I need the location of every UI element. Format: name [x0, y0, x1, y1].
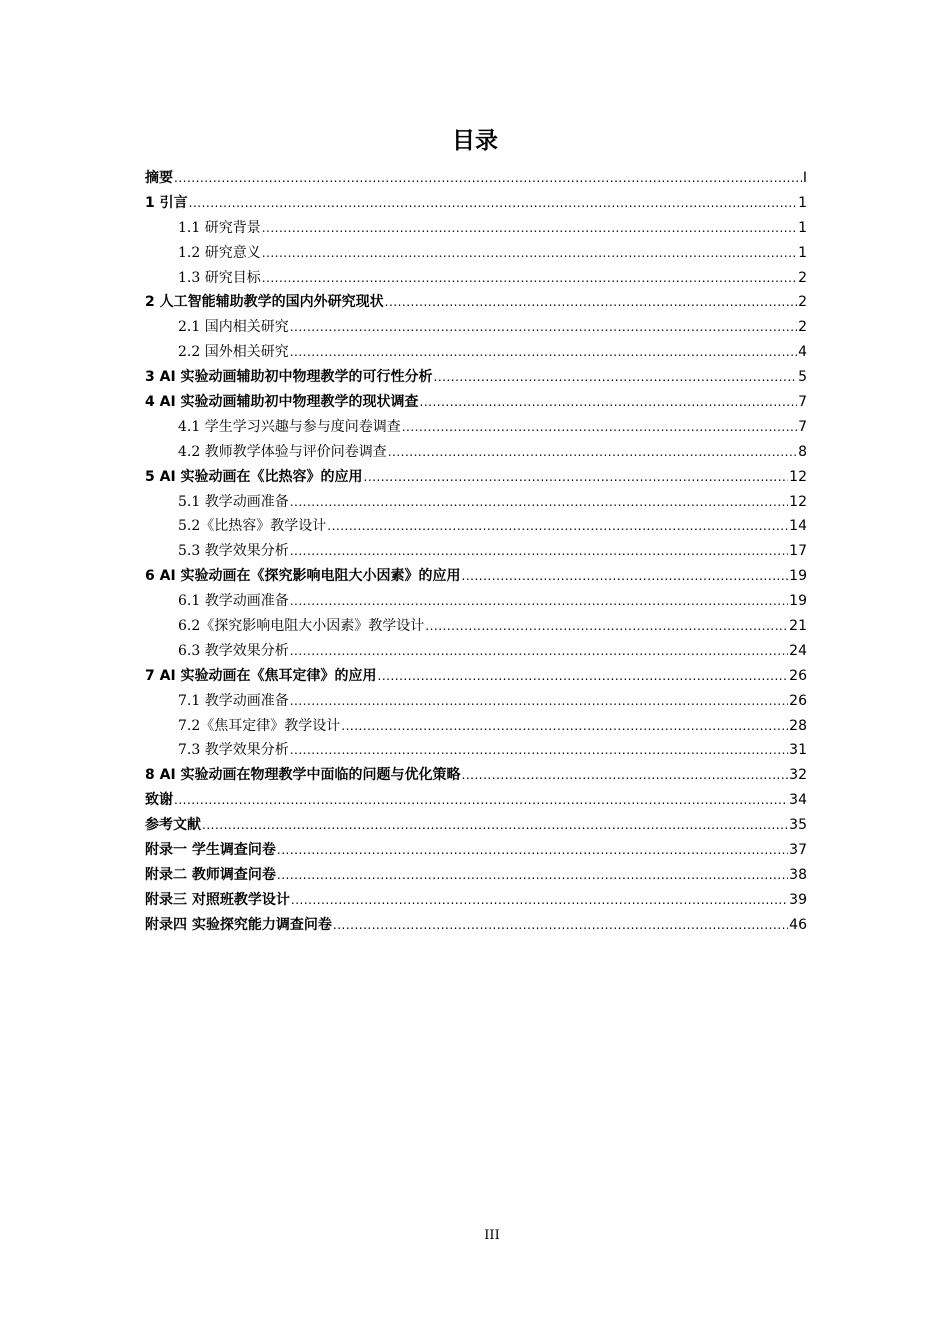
toc-entry-label: 2.1 国内相关研究: [178, 319, 289, 336]
toc-dot-leader: [333, 913, 788, 938]
toc-entry-label: 2 人工智能辅助教学的国内外研究现状: [145, 294, 384, 311]
toc-entry-label: 5 AI 实验动画在《比热容》的应用: [145, 468, 363, 485]
toc-entry-label: 8 AI 实验动画在物理教学中面临的问题与优化策略: [145, 767, 461, 784]
toc-entry-page-number: 12: [789, 468, 807, 485]
toc-entry[interactable]: [145, 415, 807, 440]
toc-entry[interactable]: [145, 166, 807, 191]
toc-entry[interactable]: [145, 365, 807, 390]
toc-entry-page-number: 24: [789, 642, 807, 659]
toc-entry-page-number: 19: [789, 593, 807, 610]
toc-dot-leader: [189, 191, 797, 216]
toc-dot-leader: [290, 689, 788, 714]
toc-entry-page-number: 28: [789, 717, 807, 734]
toc-entry-page-number: 17: [789, 543, 807, 560]
toc-entry-page-number: 31: [789, 742, 807, 759]
toc-entry-label: 附录三 对照班教学设计: [145, 891, 290, 908]
toc-entry[interactable]: [145, 315, 807, 340]
toc-dot-leader: [378, 664, 789, 689]
toc-entry[interactable]: [145, 191, 807, 216]
toc-entry-page-number: 2: [798, 294, 807, 311]
toc-entry-label: 致谢: [145, 792, 173, 809]
toc-entry-page-number: 32: [789, 767, 807, 784]
toc-entry-label: 7 AI 实验动画在《焦耳定律》的应用: [145, 667, 377, 684]
toc-entry[interactable]: [145, 589, 807, 614]
toc-dot-leader: [327, 514, 788, 539]
table-of-contents: [145, 166, 807, 938]
footer-page-number: III: [484, 1228, 500, 1243]
toc-entry-page-number: 1: [798, 219, 807, 236]
toc-entry[interactable]: [145, 490, 807, 515]
toc-entry[interactable]: [145, 788, 807, 813]
toc-entry[interactable]: [145, 714, 807, 739]
toc-dot-leader: [402, 415, 797, 440]
toc-entry-page-number: 7: [798, 418, 807, 435]
toc-entry-label: 1.1 研究背景: [178, 219, 261, 236]
toc-entry-label: 摘要: [145, 170, 173, 186]
toc-entry-page-number: 12: [789, 493, 807, 510]
toc-entry-label: 4.2 教师教学体验与评价问卷调查: [178, 443, 387, 460]
toc-entry-page-number: 5: [798, 369, 807, 386]
toc-dot-leader: [262, 216, 797, 241]
toc-dot-leader: [388, 440, 797, 465]
toc-dot-leader: [262, 241, 797, 266]
toc-entry-label: 6 AI 实验动画在《探究影响电阻大小因素》的应用: [145, 568, 461, 585]
toc-entry-page-number: 2: [798, 319, 807, 336]
toc-dot-leader: [290, 589, 788, 614]
toc-entry[interactable]: [145, 639, 807, 664]
toc-entry-label: 3 AI 实验动画辅助初中物理教学的可行性分析: [145, 369, 433, 386]
toc-entry[interactable]: [145, 763, 807, 788]
toc-dot-leader: [290, 539, 788, 564]
toc-dot-leader: [420, 390, 798, 415]
toc-entry-label: 1.3 研究目标: [178, 269, 261, 286]
toc-entry-label: 7.2《焦耳定律》教学设计: [178, 717, 341, 734]
toc-entry[interactable]: [145, 440, 807, 465]
toc-entry[interactable]: [145, 813, 807, 838]
toc-dot-leader: [462, 763, 789, 788]
toc-dot-leader: [290, 340, 797, 365]
toc-dot-leader: [174, 788, 788, 813]
toc-entry-page-number: 14: [789, 518, 807, 535]
toc-entry-label: 6.2《探究影响电阻大小因素》教学设计: [178, 618, 425, 635]
toc-entry-page-number: I: [802, 170, 807, 186]
toc-entry[interactable]: [145, 539, 807, 564]
toc-dot-leader: [262, 266, 797, 291]
toc-entry-page-number: 19: [789, 568, 807, 585]
toc-entry-page-number: 34: [789, 792, 807, 809]
toc-entry-label: 1.2 研究意义: [178, 244, 261, 261]
toc-entry-label: 7.1 教学动画准备: [178, 692, 289, 709]
toc-entry[interactable]: [145, 266, 807, 291]
toc-entry[interactable]: [145, 913, 807, 938]
toc-entry[interactable]: [145, 564, 807, 589]
toc-dot-leader: [277, 838, 788, 863]
toc-dot-leader: [290, 738, 788, 763]
toc-entry-page-number: 26: [789, 667, 807, 684]
toc-entry[interactable]: [145, 614, 807, 639]
toc-entry-page-number: 39: [789, 891, 807, 908]
toc-entry-label: 6.3 教学效果分析: [178, 642, 289, 659]
toc-entry-page-number: 7: [798, 394, 807, 411]
toc-entry-page-number: 35: [789, 817, 807, 834]
toc-entry-label: 5.1 教学动画准备: [178, 493, 289, 510]
toc-entry-label: 5.2《比热容》教学设计: [178, 518, 327, 535]
toc-dot-leader: [202, 813, 788, 838]
toc-entry-label: 7.3 教学效果分析: [178, 742, 289, 759]
toc-dot-leader: [434, 365, 798, 390]
toc-dot-leader: [277, 863, 788, 888]
toc-dot-leader: [385, 290, 797, 315]
toc-entry[interactable]: [145, 290, 807, 315]
toc-entry-page-number: 37: [789, 842, 807, 859]
toc-entry-label: 6.1 教学动画准备: [178, 593, 289, 610]
toc-entry-label: 5.3 教学效果分析: [178, 543, 289, 560]
toc-entry-page-number: 21: [789, 618, 807, 635]
toc-dot-leader: [290, 490, 788, 515]
toc-entry[interactable]: [145, 241, 807, 266]
toc-dot-leader: [364, 465, 789, 490]
toc-dot-leader: [291, 888, 788, 913]
toc-entry-label: 附录二 教师调查问卷: [145, 866, 276, 883]
toc-entry[interactable]: [145, 340, 807, 365]
toc-entry-label: 1 引言: [145, 194, 188, 211]
toc-entry-label: 附录一 学生调查问卷: [145, 842, 276, 859]
toc-entry-label: 附录四 实验探究能力调查问卷: [145, 916, 332, 933]
toc-entry-page-number: 8: [798, 443, 807, 460]
toc-entry-page-number: 2: [798, 269, 807, 286]
toc-dot-leader: [290, 315, 797, 340]
toc-entry-page-number: 4: [798, 344, 807, 361]
toc-entry[interactable]: [145, 689, 807, 714]
toc-dot-leader: [341, 714, 788, 739]
toc-entry-label: 4 AI 实验动画辅助初中物理教学的现状调查: [145, 394, 419, 411]
toc-entry[interactable]: [145, 514, 807, 539]
toc-entry[interactable]: [145, 216, 807, 241]
toc-dot-leader: [174, 166, 802, 191]
toc-title: 目录: [452, 128, 498, 154]
toc-entry[interactable]: [145, 664, 807, 689]
toc-entry-label: 2.2 国外相关研究: [178, 344, 289, 361]
toc-entry[interactable]: [145, 390, 807, 415]
toc-entry-page-number: 26: [789, 692, 807, 709]
toc-entry-label: 4.1 学生学习兴趣与参与度问卷调查: [178, 418, 401, 435]
toc-dot-leader: [290, 639, 788, 664]
toc-entry-label: 参考文献: [145, 817, 201, 834]
toc-dot-leader: [462, 564, 789, 589]
toc-entry[interactable]: [145, 838, 807, 863]
toc-entry-page-number: 46: [789, 916, 807, 933]
toc-entry-page-number: 38: [789, 866, 807, 883]
toc-entry[interactable]: [145, 465, 807, 490]
toc-entry-page-number: 1: [798, 244, 807, 261]
toc-entry-page-number: 1: [798, 194, 807, 211]
toc-entry[interactable]: [145, 888, 807, 913]
toc-entry[interactable]: [145, 863, 807, 888]
toc-entry[interactable]: [145, 738, 807, 763]
toc-dot-leader: [425, 614, 788, 639]
